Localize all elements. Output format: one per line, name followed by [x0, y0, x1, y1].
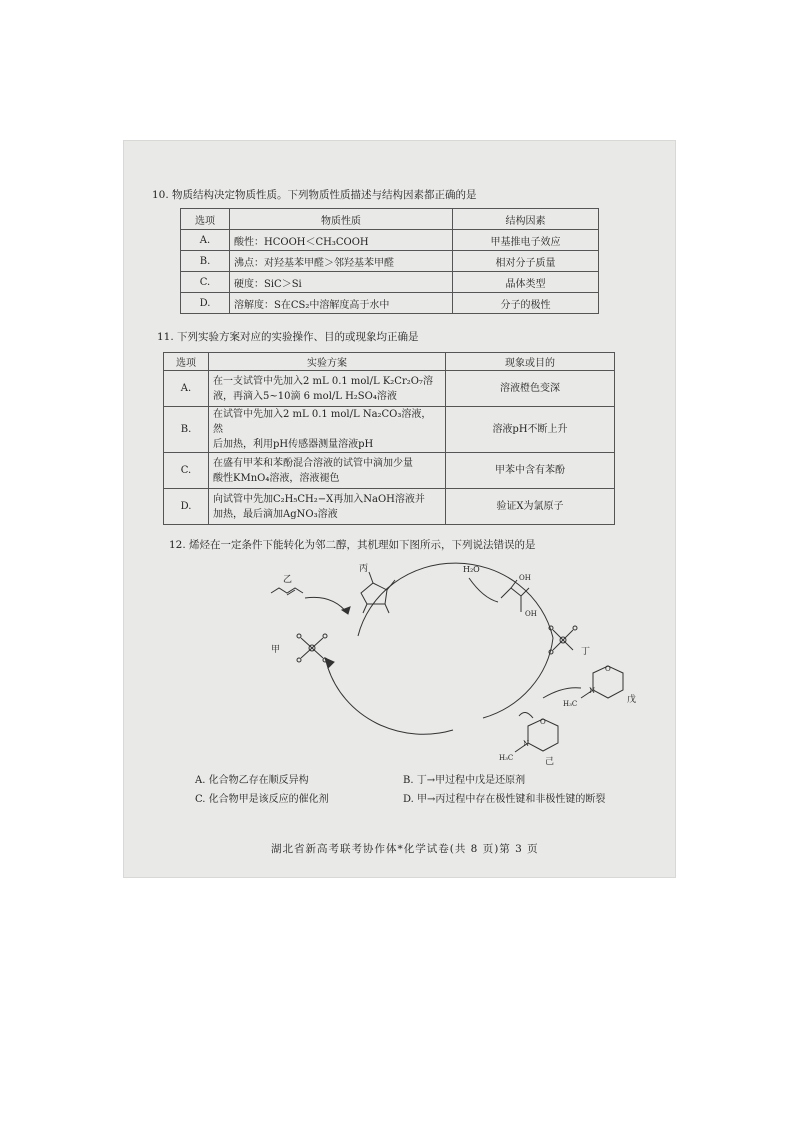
cycle-arc-bottom [328, 668, 453, 734]
row-option: B. [164, 407, 209, 453]
header-property: 物质性质 [230, 209, 453, 230]
label-oh-2: OH [525, 610, 537, 618]
label-yi: 乙 [283, 575, 293, 585]
row-result: 甲苯中含有苯酚 [446, 453, 615, 489]
row-option: C. [181, 272, 230, 293]
table-row [164, 453, 615, 489]
page-footer: 湖北省新高考联考协作体*化学试卷(共 8 页)第 3 页 [271, 843, 539, 855]
row-plan-line1: 在一支试管中先加入2 mL 0.1 mol/L K₂Cr₂O₇溶 [213, 375, 433, 387]
cycle-arrow-head [325, 658, 334, 668]
row-plan-line2: 加热，最后滴加AgNO₃溶液 [213, 508, 338, 520]
osmate-ester-bing [361, 583, 387, 604]
alkene-yi-structure [271, 588, 303, 593]
label-ding: 丁 [581, 647, 591, 657]
methyl-bond [387, 580, 395, 590]
question-10-stem: 10. 物质结构决定物质性质。下列物质性质描述与结构因素都正确的是 [152, 189, 477, 201]
label-o-2: O [540, 718, 546, 726]
row-plan [209, 371, 446, 407]
table-header-row [164, 353, 615, 371]
label-n-2: N [523, 740, 530, 748]
alkene-entry-arrow [305, 597, 348, 614]
header-structure: 结构因素 [453, 209, 599, 230]
table-row [181, 293, 599, 314]
header-option: 选项 [181, 209, 230, 230]
row-plan-line2: 后加热，利用pH传感器测量溶液pH [213, 439, 374, 450]
header-plan: 实验方案 [209, 353, 446, 371]
table-row [181, 272, 599, 293]
label-ji: 己 [545, 757, 555, 767]
row-plan-line2: 液，再滴入5~10滴 6 mol/L H₂SO₄溶液 [213, 390, 397, 402]
label-wu: 戊 [627, 695, 637, 705]
label-oh-1: OH [519, 574, 531, 582]
row-property: 硬度：SiC＞Si [230, 272, 453, 293]
row-result: 溶液橙色变深 [446, 371, 615, 407]
table-row [164, 489, 615, 525]
exam-paper [123, 140, 676, 878]
row-result: 溶液pH不断上升 [446, 407, 615, 453]
methyl-bond [369, 572, 373, 583]
option-d: D. 甲→丙过程中存在极性键和非极性键的断裂 [403, 794, 606, 805]
question-12-stem: 12. 烯烃在一定条件下能转化为邻二醇，其机理如下图所示，下列说法错误的是 [169, 539, 536, 551]
label-jia: 甲 [271, 645, 281, 655]
os-o-bond [385, 604, 389, 613]
label-o-1: O [605, 665, 611, 673]
option-c: C. 化合物甲是该反应的催化剂 [195, 794, 329, 805]
table-row [181, 251, 599, 272]
row-plan [209, 453, 446, 489]
option-b: B. 丁→甲过程中戊是还原剂 [403, 775, 526, 786]
row-structure: 相对分子质量 [453, 251, 599, 272]
cycle-arc-right [483, 638, 553, 718]
row-option: D. [181, 293, 230, 314]
os-o-bond [363, 604, 367, 613]
label-me-2: H₃C [499, 754, 514, 762]
question-10-table [180, 208, 599, 314]
row-result: 验证X为氯原子 [446, 489, 615, 525]
row-plan-line2: 酸性KMnO₄溶液，溶液褪色 [213, 472, 340, 484]
row-structure: 甲基推电子效应 [453, 230, 599, 251]
label-h2o: H₂O [463, 565, 480, 574]
label-n-1: N [589, 687, 596, 695]
row-plan-line1: 在盛有甲苯和苯酚混合溶液的试管中滴加少量 [213, 457, 413, 469]
row-property: 溶解度：S在CS₂中溶解度高于水中 [230, 293, 453, 314]
header-option: 选项 [164, 353, 209, 371]
row-structure: 分子的极性 [453, 293, 599, 314]
oso4-jia-structure [297, 634, 327, 662]
row-option: B. [181, 251, 230, 272]
row-plan [209, 489, 446, 525]
row-option: A. [164, 371, 209, 407]
table-header-row [181, 209, 599, 230]
row-option: D. [164, 489, 209, 525]
row-option: A. [181, 230, 230, 251]
label-bing: 丙 [359, 564, 369, 574]
row-property: 酸性：HCOOH＜CH₃COOH [230, 230, 453, 251]
reaction-mechanism-diagram [263, 558, 643, 768]
row-structure: 晶体类型 [453, 272, 599, 293]
header-result: 现象或目的 [446, 353, 615, 371]
nmm-release-arrow [519, 712, 533, 718]
row-plan [209, 407, 446, 453]
question-11-table [163, 352, 615, 525]
nmo-arrow [543, 688, 581, 698]
row-option: C. [164, 453, 209, 489]
table-row [181, 230, 599, 251]
row-plan-line1: 向试管中先加C₂H₅CH₂−X再加入NaOH溶液并 [213, 493, 425, 505]
label-me-1: H₃C [563, 700, 578, 708]
question-11-stem: 11. 下列实验方案对应的实验操作、目的或现象均正确是 [157, 331, 419, 343]
table-row [164, 371, 615, 407]
row-plan-line1: 在试管中先加入2 mL 0.1 mol/L Na₂CO₃溶液，然 [213, 409, 432, 435]
h2o-arrow [469, 578, 498, 602]
option-a: A. 化合物乙存在顺反异构 [195, 775, 309, 786]
row-property: 沸点：对羟基苯甲醛＞邻羟基苯甲醛 [230, 251, 453, 272]
table-row [164, 407, 615, 453]
